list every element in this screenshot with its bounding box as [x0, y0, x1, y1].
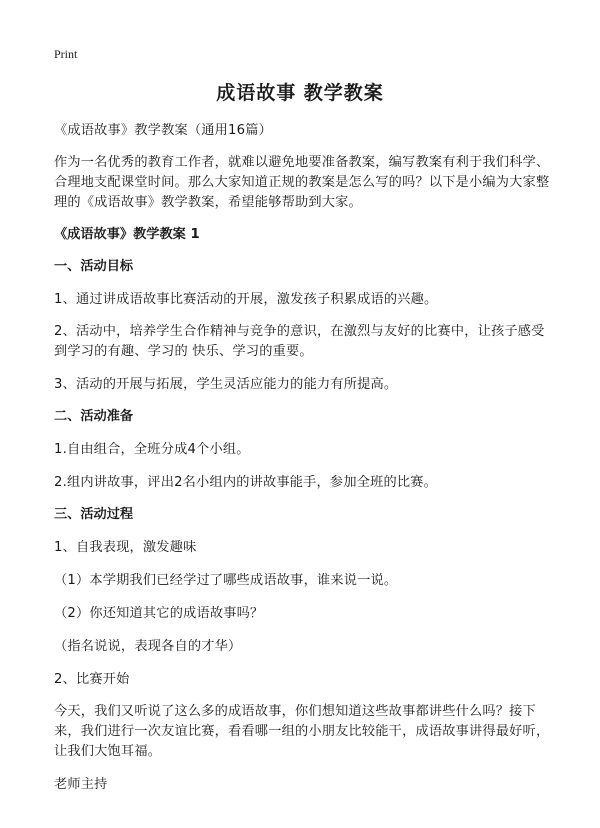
note-line: （指名说说，表现各自的才华）: [54, 639, 242, 654]
prep-item-1: 1.自由组合，全班分成4个小组。: [54, 442, 250, 457]
process-heading: 三、活动过程: [54, 507, 134, 522]
prep-item-2: 2.组内讲故事，评出2名小组内的讲故事能手，参加全班的比赛。: [54, 475, 438, 490]
host-line: 老师主持: [54, 777, 108, 792]
today-paragraph: 今天，我们又听说了这么多的成语故事，你们想知道这些故事都讲些什么吗？接下来，我们进行一次友谊比赛，看看哪一组的小朋友比较能干，成语故事讲得最好听，让我们大饱耳福。: [54, 704, 550, 759]
question-1: （1）本学期我们已经学过了哪些成语故事，谁来说一说。: [54, 573, 398, 588]
prep-heading: 二、活动准备: [54, 409, 134, 424]
print-label: Print: [54, 47, 78, 61]
process-step-2: 2、比赛开始: [54, 672, 130, 687]
goal-item-1: 1、通过讲成语故事比赛活动的开展，激发孩子积累成语的兴趣。: [54, 292, 438, 307]
goals-heading: 一、活动目标: [54, 259, 134, 274]
section-title: 《成语故事》教学教案 1: [54, 227, 200, 242]
document-body: [54, 120, 554, 807]
subtitle: 《成语故事》教学教案（通用16篇）: [54, 123, 272, 138]
process-step-1: 1、自我表现，激发趣味: [54, 540, 197, 555]
question-2: （2）你还知道其它的成语故事吗？: [54, 606, 264, 621]
goal-item-2: 2、活动中，培养学生合作精神与竞争的意识，在激烈与友好的比赛中，让孩子感受到学习的有趣、学习的 快乐、学习的重要。: [54, 324, 545, 359]
goal-item-3: 3、活动的开展与拓展，学生灵活应能力的能力有所提高。: [54, 377, 398, 392]
intro-paragraph: 作为一名优秀的教育工作者，就难以避免地要准备教案，编写教案有利于我们科学、合理地支配课堂时间。那么大家知道正规的教案是怎么写的吗？以下是小编为大家整理的《成语故事》教学教案，希望能够帮助到大家。: [54, 155, 550, 210]
page-title: 成语故事 教学教案: [216, 82, 384, 104]
